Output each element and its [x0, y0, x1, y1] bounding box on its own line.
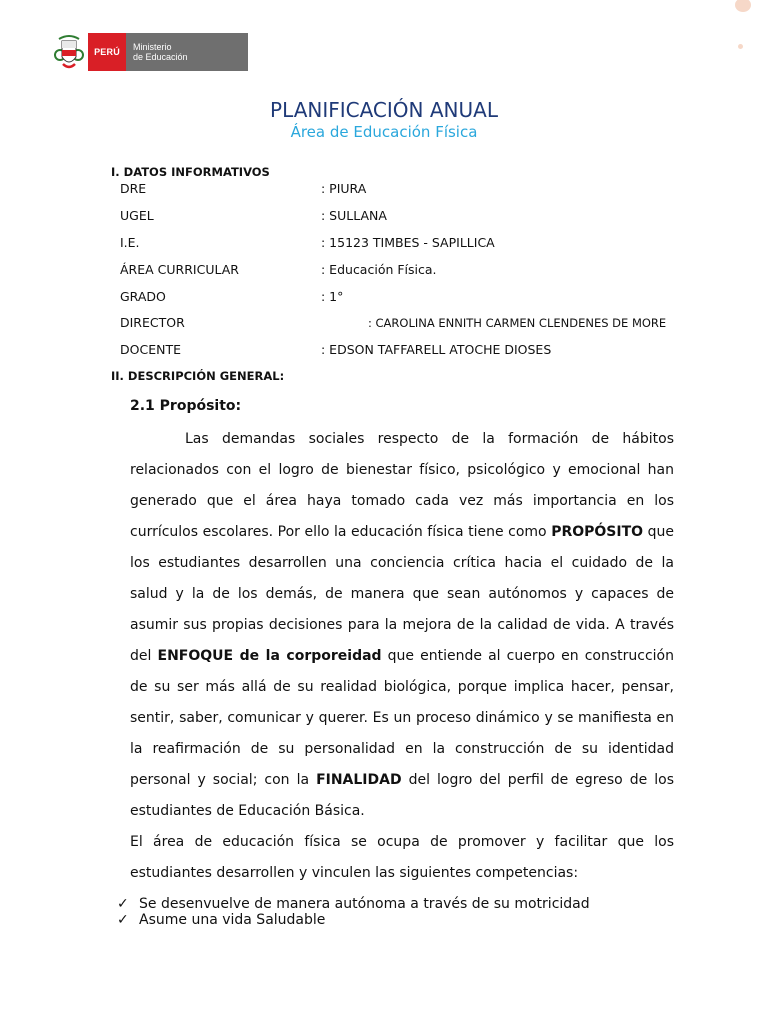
section-heading-datos: I. DATOS INFORMATIVOS — [111, 165, 270, 179]
competencias-intro-paragraph: El área de educación física se ocupa de promover y facilitar que los estudiantes desarrollen y vinculen las siguientes competencias: — [130, 834, 674, 881]
section-heading-descripcion: II. DESCRIPCIÓN GENERAL: — [111, 369, 285, 383]
page-title: PLANIFICACIÓN ANUAL — [270, 98, 498, 122]
purpose-text: que los estudiantes desarrollen una conciencia crítica hacia el cuidado de la salud y la de los demás, de manera que sean autónomos y capaces de asumir sus propias decisiones para la mejora de la calidad de vida. A través del — [130, 524, 674, 664]
info-value: : PIURA — [321, 181, 367, 196]
info-value: : Educación Física. — [321, 262, 437, 277]
info-label: DRE — [120, 181, 147, 196]
checkmark-icon: ✓ — [117, 912, 129, 928]
list-item — [117, 896, 590, 912]
decorative-dot — [738, 44, 743, 49]
enfoque-keyword: ENFOQUE de la corporeidad — [157, 648, 382, 664]
info-label: GRADO — [120, 289, 166, 304]
checkmark-icon: ✓ — [117, 896, 129, 912]
peru-label — [88, 33, 126, 71]
ministry-line-1: Ministerio — [133, 42, 172, 52]
subsection-heading-proposito: 2.1 Propósito: — [130, 398, 242, 414]
ministry-line-2: de Educación — [133, 52, 188, 62]
competencia-text: Asume una vida Saludable — [139, 912, 326, 928]
purpose-paragraph — [130, 424, 674, 827]
decorative-dot — [735, 0, 751, 12]
peru-coat-of-arms-icon — [52, 33, 86, 71]
info-value: : CAROLINA ENNITH CARMEN CLENDENES DE MORE — [368, 316, 667, 330]
info-value: : SULLANA — [321, 208, 387, 223]
competencias-list — [117, 896, 590, 928]
info-value: : 1° — [321, 289, 344, 304]
info-value: : EDSON TAFFARELL ATOCHE DIOSES — [321, 342, 552, 357]
purpose-text: que entiende al cuerpo en construcción de su ser más allá de su realidad biológica, porque implica hacer, pensar, sentir, saber, comunicar y querer. Es un proceso dinámico y se manifiesta en la reafirmación de su personalidad en la construcción de su identidad personal y social; con la — [130, 648, 674, 788]
competencia-text: Se desenvuelve de manera autónoma a través de su motricidad — [139, 896, 590, 912]
info-label: UGEL — [120, 208, 154, 223]
info-label: I.E. — [120, 235, 140, 250]
ministry-header — [52, 33, 248, 71]
finalidad-keyword: FINALIDAD — [316, 772, 402, 788]
list-item — [117, 912, 590, 928]
purpose-text: del logro del perfil de egreso de los estudiantes de Educación Básica. — [130, 772, 674, 819]
info-value: : 15123 TIMBES - SAPILLICA — [321, 235, 495, 250]
peru-text: PERÚ — [94, 47, 120, 57]
ministry-label — [126, 33, 248, 71]
info-label: ÁREA CURRICULAR — [120, 262, 239, 277]
info-label: DOCENTE — [120, 342, 181, 357]
info-label: DIRECTOR — [120, 315, 185, 330]
page-subtitle: Área de Educación Física — [290, 123, 478, 141]
purpose-text: Las demandas sociales respecto de la formación de hábitos relacionados con el logro de bienestar físico, psicológico y emocional han generado que el área haya tomado cada vez más importancia en los currículos escolares. Por ello la educación física tiene como — [130, 431, 674, 540]
purpose-keyword: PROPÓSITO — [551, 524, 644, 540]
